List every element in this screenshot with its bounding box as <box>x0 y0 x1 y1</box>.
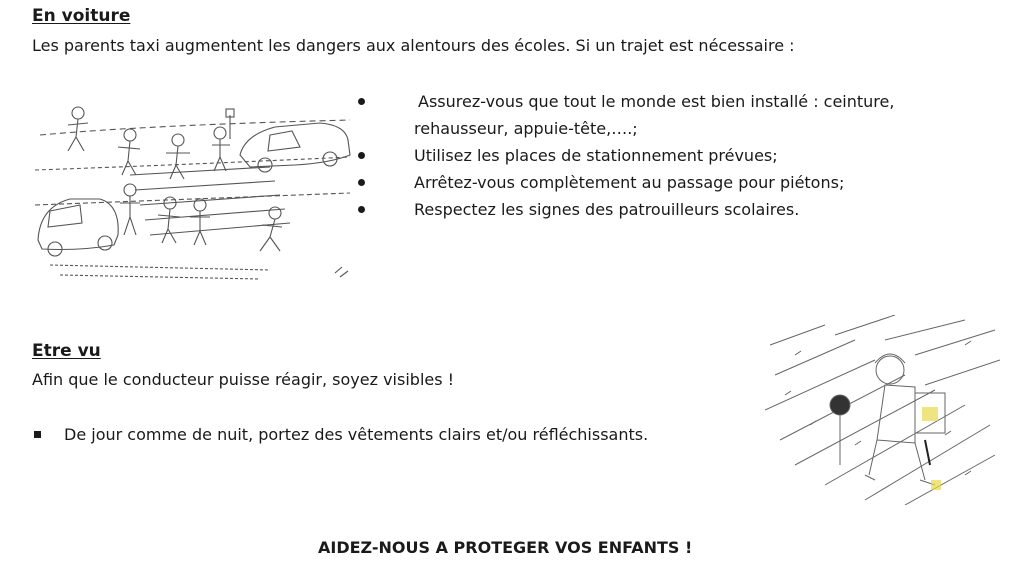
bullet-dot <box>358 98 365 105</box>
section-seen-intro: Afin que le conducteur puisse réagir, soyez visibles ! <box>32 370 455 389</box>
bullet-seatbelt: Assurez-vous que tout le monde est bien installé : ceinture, <box>418 92 895 111</box>
bullet-dot <box>358 206 365 213</box>
bullet-visible-clothing: De jour comme de nuit, portez des vêtements clairs et/ou réfléchissants. <box>64 425 649 444</box>
section-seen-heading: Etre vu <box>32 341 101 361</box>
bullet-dot <box>358 179 365 186</box>
crosswalk-illustration <box>30 95 360 290</box>
bullet-parking: Utilisez les places de stationnement prévues; <box>414 146 778 165</box>
rain-child-illustration <box>765 315 1000 505</box>
section-car-heading: En voiture <box>32 6 131 26</box>
bullet-patrol-signs: Respectez les signes des patrouilleurs scolaires. <box>414 200 800 219</box>
bullet-dot <box>358 152 365 159</box>
square-bullet <box>34 431 41 438</box>
bullet-seatbelt-continued: rehausseur, appuie-tête,….; <box>414 119 638 138</box>
footer-call-to-action: AIDEZ-NOUS A PROTEGER VOS ENFANTS ! <box>318 538 693 557</box>
section-car-intro: Les parents taxi augmentent les dangers aux alentours des écoles. Si un trajet est nécessaire : <box>32 36 795 55</box>
bullet-crosswalk-stop: Arrêtez-vous complètement au passage pour piétons; <box>414 173 845 192</box>
